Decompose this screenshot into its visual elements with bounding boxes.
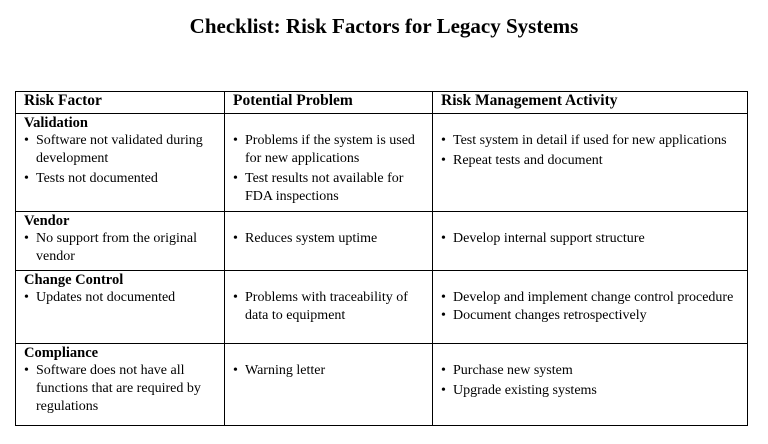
header-risk-management-activity: Risk Management Activity	[433, 92, 748, 114]
problem-cell	[225, 212, 433, 271]
activity-cell	[433, 344, 748, 426]
header-risk-factor: Risk Factor	[16, 92, 225, 114]
risk-factor-cell	[16, 344, 225, 426]
document-title: Checklist: Risk Factors for Legacy Systems	[189, 14, 579, 38]
table-row	[16, 344, 748, 426]
problem-cell	[225, 271, 433, 344]
activity-cell	[433, 114, 748, 212]
list-item: • Purchase new system	[441, 362, 741, 380]
table-row	[16, 212, 748, 271]
risk-factor-cell	[16, 212, 225, 271]
list-item: • No support from the original vendor	[24, 230, 218, 266]
list-item: • Reduces system uptime	[233, 230, 426, 248]
category-label: Compliance	[24, 345, 99, 361]
list-item: • Test results not available for FDA inspections	[233, 170, 426, 206]
list-item: • Upgrade existing systems	[441, 382, 741, 400]
list-item: • Test system in detail if used for new applications	[441, 132, 741, 150]
category-label: Change Control	[24, 272, 124, 288]
table-header-row	[16, 92, 748, 114]
list-item: • Repeat tests and document	[441, 152, 741, 170]
category-label: Vendor	[24, 213, 70, 229]
list-item: • Updates not documented	[24, 289, 218, 307]
risk-factor-cell	[16, 114, 225, 212]
list-item: • Develop internal support structure	[441, 230, 741, 248]
list-item: • Problems if the system is used for new applications	[233, 132, 426, 168]
risk-factor-cell	[16, 271, 225, 344]
activity-cell	[433, 271, 748, 344]
list-item: • Develop and implement change control procedure	[441, 289, 741, 307]
list-item: • Problems with traceability of data to equipment	[233, 289, 426, 325]
risk-checklist-table	[15, 91, 748, 426]
table-row	[16, 271, 748, 344]
list-item: • Software not validated during development	[24, 132, 218, 168]
activity-cell	[433, 212, 748, 271]
problem-cell	[225, 344, 433, 426]
list-item: • Tests not documented	[24, 170, 218, 188]
problem-cell	[225, 114, 433, 212]
category-label: Validation	[24, 115, 88, 131]
list-item: • Software does not have all functions that are required by regulations	[24, 362, 218, 416]
header-potential-problem: Potential Problem	[225, 92, 433, 114]
list-item: • Document changes retrospectively	[441, 307, 741, 325]
table-row	[16, 114, 748, 212]
list-item: • Warning letter	[233, 362, 426, 380]
